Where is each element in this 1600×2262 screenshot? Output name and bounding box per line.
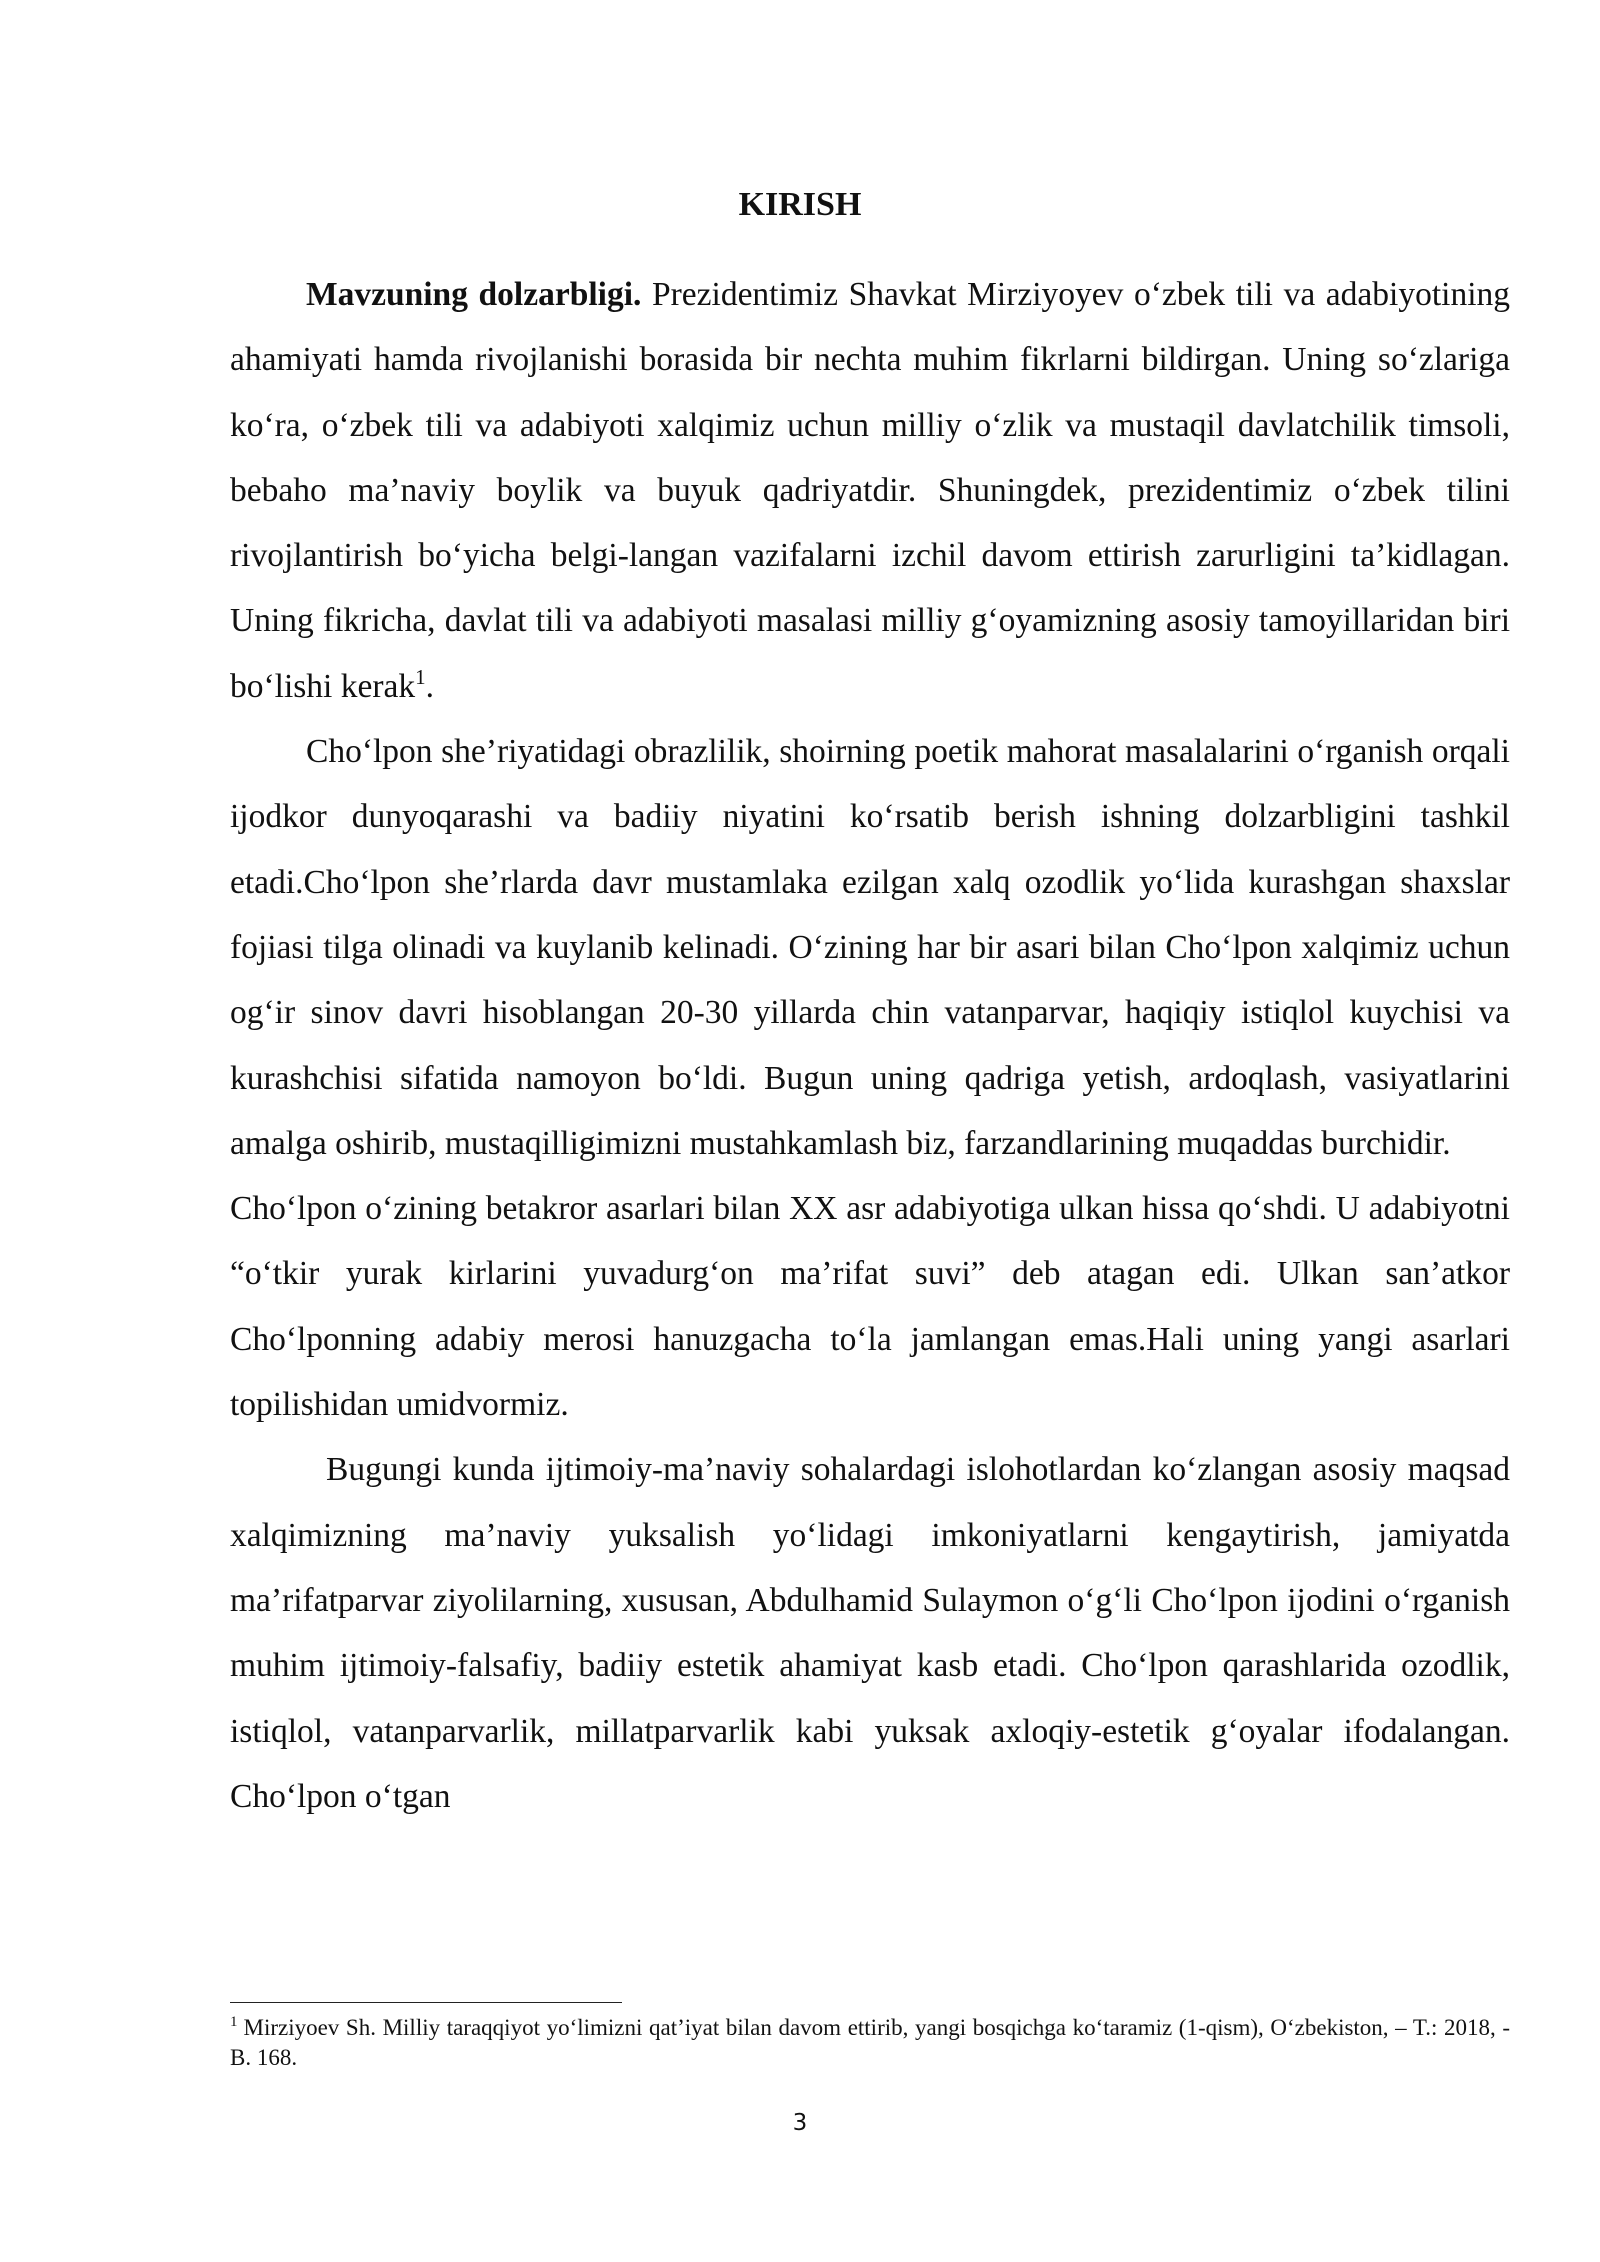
paragraph-reforms: Bugungi kunda ijtimoiy-ma’naviy sohalardagi islohotlardan ko‘zlangan asosiy maqsad xalqimizning ma’naviy yuksalish yo‘lidagi imkoniyatlarni kengaytirish, jamiyatda ma’rifatparvar ziyolilarning, xususan, Abdulhamid Sulaymon o‘g‘li Cho‘lpon ijodini o‘rganish muhim ijtimoiy-falsafiy, badiiy estetik ahamiyat kasb etadi. Cho‘lpon qarashlarida ozodlik, istiqlol, vatanparvarlik, millatparvarlik kabi yuksak axloqiy-estetik g‘oyalar ifodalangan. Cho‘lpon o‘tgan bbox=[230, 1451, 1510, 1815]
paragraph-cholpon-legacy: Cho‘lpon o‘zining betakror asarlari bilan XX asr adabiyotiga ulkan hissa qo‘shdi. U adabiyotni “o‘tkir yurak kirlarini yuvadurg‘on ma’rifat suvi” deb atagan edi. Ulkan san’atkor Cho‘lponning adabiy merosi hanuzgacha to‘la jamlangan emas.Hali uning yangi asarlari topilishidan umidvormiz. bbox=[230, 1190, 1510, 1424]
paragraph-relevance bbox=[230, 262, 1510, 719]
page-heading: KIRISH bbox=[738, 186, 862, 223]
footnote-divider bbox=[230, 2002, 622, 2003]
paragraph-text: Prezidentimiz Shavkat Mirziyoyev o‘zbek tili va adabiyotining ahamiyati hamda rivojlanishi borasida bir nechta muhim fikrlarni bildirgan. Uning so‘zlariga ko‘ra, o‘zbek tili va adabiyoti xalqimiz uchun milliy o‘zlik va mustaqil davlatchilik timsoli, bebaho ma’naviy boylik va buyuk qadriyatdir. Shuningdek, prezidentimiz o‘zbek tilini rivojlantirish bo‘yicha belgi-langan vazifalarni izchil davom ettirish zarurligini ta’kidlagan. Uning fikricha, davlat tili va adabiyoti masalasi milliy g‘oyamizning asosiy tamoyillaridan biri bo‘lishi kerak bbox=[230, 276, 1510, 705]
paragraph-tail: . bbox=[425, 667, 435, 705]
paragraph-lead: Mavzuning dolzarbligi. bbox=[306, 276, 642, 313]
footnote bbox=[230, 2013, 1510, 2073]
footnote-text: Mirziyoev Sh. Milliy taraqqiyot yo‘limizni qat’iyat bilan davom ettirib, yangi bosqichga ko‘taramiz (1-qism), O‘zbekiston, – T.: 2018, - B. 168. bbox=[230, 2015, 1510, 2070]
footnote-reference: 1 bbox=[415, 664, 426, 689]
paragraph-cholpon-poetry: Cho‘lpon she’riyatidagi obrazlilik, shoirning poetik mahorat masalalarini o‘rganish orqali ijodkor dunyoqarashi va badiiy niyatini ko‘rsatib berish ishning dolzarbligini tashkil etadi.Cho‘lpon she’rlarda davr mustamlaka ezilgan xalq ozodlik yo‘lida kurashgan shaxslar fojiasi tilga olinadi va kuylanib kelinadi. O‘zining har bir asari bilan Cho‘lpon xalqimiz uchun og‘ir sinov davri hisoblangan 20-30 yillarda chin vatanparvar, haqiqiy istiqlol kuychisi va kurashchisi sifatida namoyon bo‘ldi. Bugun uning qadriga yetish, ardoqlash, vasiyatlarini amalga oshirib, mustaqilligimizni mustahkamlash biz, farzandlarining muqaddas burchidir. bbox=[230, 733, 1510, 1162]
footnote-marker: 1 bbox=[230, 2014, 238, 2030]
body-text bbox=[230, 262, 1510, 1829]
page-number: 3 bbox=[792, 2110, 808, 2136]
